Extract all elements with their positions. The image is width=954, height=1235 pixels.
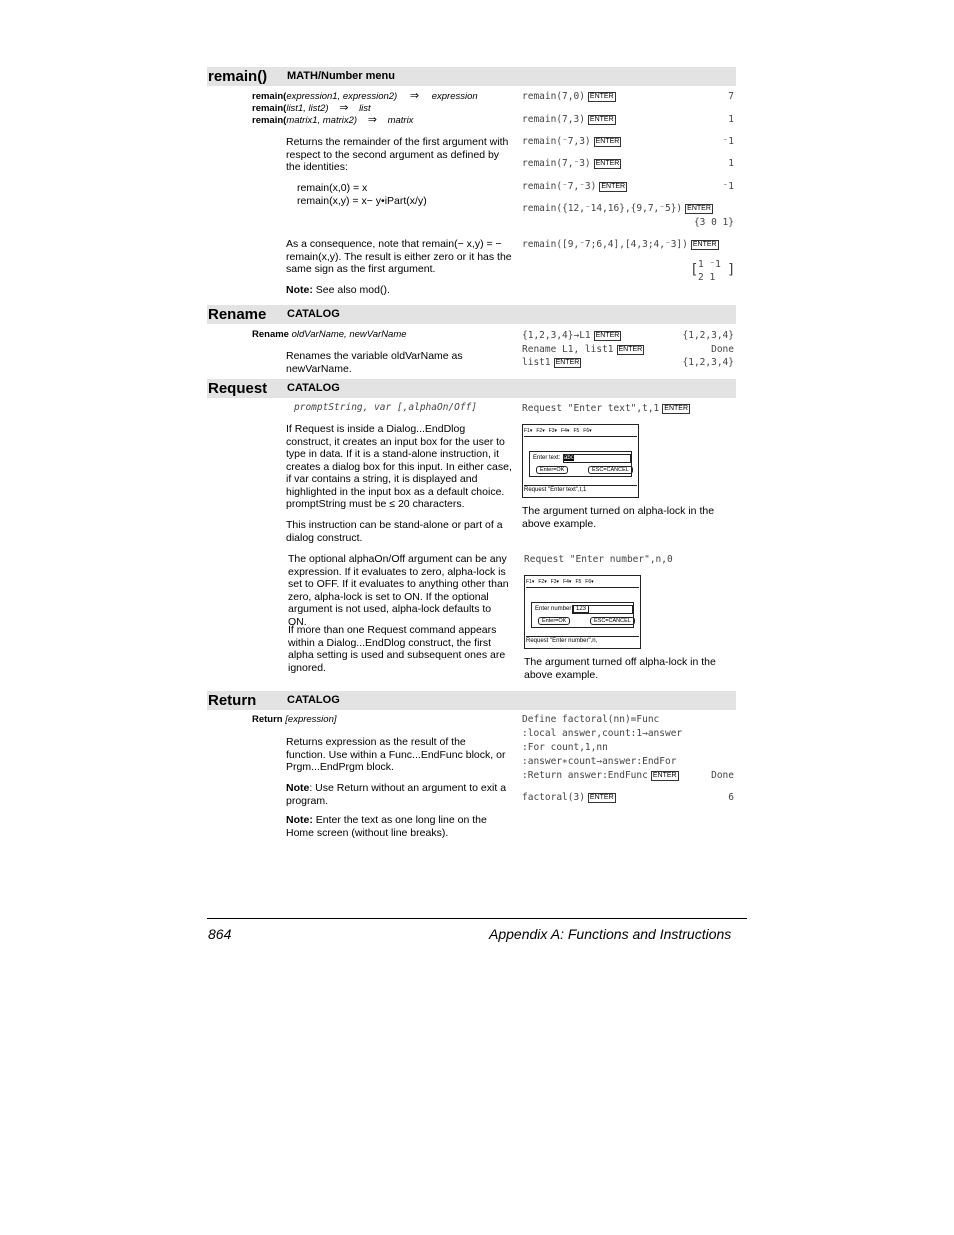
request-description-4: If more than one Request command appears within a Dialog...EndDlog construct, the first alpha setting is used and subsequent ones are ignored. xyxy=(288,624,506,674)
request-title: Request xyxy=(208,380,268,397)
remain-example-6: remain({12,⁻14,16},{9,7,⁻5}) ENTER xyxy=(522,203,711,214)
arrow-icon: ⇒ xyxy=(339,102,349,114)
bracket-right-icon: ] xyxy=(727,262,736,278)
return-code-line-3: :For count,1,nn xyxy=(522,742,608,753)
request-description-2: This instruction can be stand-alone or part of a dialog construct. xyxy=(286,519,503,544)
request-description-1: If Request is inside a Dialog...EndDlog construct, it creates an input box for the user to type in data. If it is a stand-alone instruction, it creates a dialog box for this input. In either case, if var contains a string, it is displayed and highlighted in the input box as a default choice. promptString must be ≤ 20 characters. xyxy=(286,423,512,510)
return-note-1: Note: Use Return without an argument to exit a program. xyxy=(286,782,507,807)
request-caption-1: The argument turned on alpha-lock in the above example. xyxy=(522,505,715,530)
return-header-bar xyxy=(207,691,736,710)
request-example-1: Request "Enter text",t,1 ENTER xyxy=(522,403,689,414)
request-caption-2: The argument turned off alpha-lock in the above example. xyxy=(524,656,716,681)
rename-header-bar xyxy=(207,305,736,324)
toolbar-tabs: F1▾ F2▾ F3▾ F4▾ F5 F6▾ xyxy=(524,426,637,437)
remain-note: Note: See also mod(). xyxy=(286,284,390,296)
rename-title: Rename xyxy=(208,306,267,323)
chapter-title: Appendix A: Functions and Instructions xyxy=(489,926,732,942)
enter-ok-button[interactable]: Enter=OK xyxy=(536,466,568,474)
request-example-2: Request "Enter number",n,0 xyxy=(524,554,673,565)
rename-description: Renames the variable oldVarName as newVarName. xyxy=(286,350,463,375)
footer-rule xyxy=(207,918,747,919)
remain-example-5: remain(⁻7,⁻3) ENTER ⁻1 xyxy=(522,181,734,192)
return-code-line-1: Define factoral(nn)=Func xyxy=(522,714,660,725)
remain-description: Returns the remainder of the first argument with respect to the second argument as defined by the identities: xyxy=(286,136,509,173)
arrow-icon: ⇒ xyxy=(367,114,377,126)
remain-matrix-result: [ 1 ⁻1 2 1 ] xyxy=(690,259,736,283)
remain-example-4: remain(7,⁻3) ENTER 1 xyxy=(522,158,734,169)
rename-menu: CATALOG xyxy=(287,308,340,320)
dialog-box: Enter number: 123 Enter=OK ESC=CANCEL xyxy=(531,602,634,628)
calculator-screen-1 xyxy=(522,424,639,498)
return-note-2: Note: Enter the text as one long line on the Home screen (without line breaks). xyxy=(286,814,487,839)
return-example-2: factoral(3) ENTER 6 xyxy=(522,792,734,803)
return-code-line-5: :Return answer:EndFunc ENTER Done xyxy=(522,770,734,781)
page-number: 864 xyxy=(208,926,232,942)
command-line: Request "Enter text",t,1 xyxy=(524,485,637,495)
input-box[interactable]: abc xyxy=(563,454,631,463)
toolbar-tabs: F1▾ F2▾ F3▾ F4▾ F5 F6▾ xyxy=(526,577,639,588)
esc-cancel-button[interactable]: ESC=CANCEL xyxy=(588,466,633,474)
return-description: Returns expression as the result of the function. Use within a Func...EndFunc block, or Prgm...EndPrgm block. xyxy=(286,736,506,773)
remain-syntax-2: remain(list1, list2) ⇒ list xyxy=(252,102,371,114)
remain-syntax-3: remain(matrix1, matrix2) ⇒ matrix xyxy=(252,114,414,126)
remain-example-7: remain([9,⁻7;6,4],[4,3;4,⁻3]) ENTER xyxy=(522,239,717,250)
return-menu: CATALOG xyxy=(287,694,340,706)
rename-example-2: Rename L1, list1 ENTER Done xyxy=(522,344,734,355)
remain-example-2: remain(7,3) ENTER 1 xyxy=(522,114,734,125)
remain-example-3: remain(⁻7,3) ENTER ⁻1 xyxy=(522,136,734,147)
return-code-line-4: :answer∗count→answer:EndFor xyxy=(522,756,677,767)
dialog-box: Enter text: abc Enter=OK ESC=CANCEL xyxy=(529,451,632,477)
arrow-icon: ⇒ xyxy=(409,90,420,102)
remain-identity-1: remain(x,0) = x xyxy=(297,182,368,194)
request-header-bar xyxy=(207,379,736,398)
return-syntax: Return [expression] xyxy=(252,714,337,725)
remain-identity-2: remain(x,y) = x− y•iPart(x/y) xyxy=(297,195,427,207)
request-description-3: The optional alphaOn/Off argument can be any expression. If it evaluates to zero, alpha-lock is set to OFF. If it evaluates to anything other than zero, alpha-lock is set to ON. If the optional argument is not used, alpha-lock defaults to ON. xyxy=(288,553,509,628)
command-line: Request "Enter number",n, xyxy=(526,636,639,646)
remain-syntax-1: remain(expression1, expression2) ⇒ expression xyxy=(252,90,478,102)
return-title: Return xyxy=(208,692,257,709)
remain-title: remain() xyxy=(208,68,268,85)
remain-example-1: remain(7,0) ENTER 7 xyxy=(522,91,734,102)
rename-example-1: {1,2,3,4}→L1 ENTER {1,2,3,4} xyxy=(522,330,734,341)
request-syntax: promptString, var [,alphaOn/Off] xyxy=(294,402,478,413)
calculator-screen-2 xyxy=(524,575,641,649)
remain-example-6-output: {3 0 1} xyxy=(693,217,734,228)
rename-syntax: Rename oldVarName, newVarName xyxy=(252,329,407,340)
enter-ok-button[interactable]: Enter=OK xyxy=(538,617,570,625)
input-box[interactable]: 123 xyxy=(572,605,633,614)
return-code-line-2: :local answer,count:1→answer xyxy=(522,728,683,739)
remain-menu: MATH/Number menu xyxy=(287,70,395,82)
request-menu: CATALOG xyxy=(287,382,340,394)
remain-header-bar xyxy=(207,67,736,86)
esc-cancel-button[interactable]: ESC=CANCEL xyxy=(590,617,635,625)
bracket-left-icon: [ xyxy=(690,262,699,278)
rename-example-3: list1 ENTER {1,2,3,4} xyxy=(522,357,734,368)
remain-consequence: As a consequence, note that remain(− x,y) = − remain(x,y). The result is either zero or it has the same sign as the first argument. xyxy=(286,238,512,275)
